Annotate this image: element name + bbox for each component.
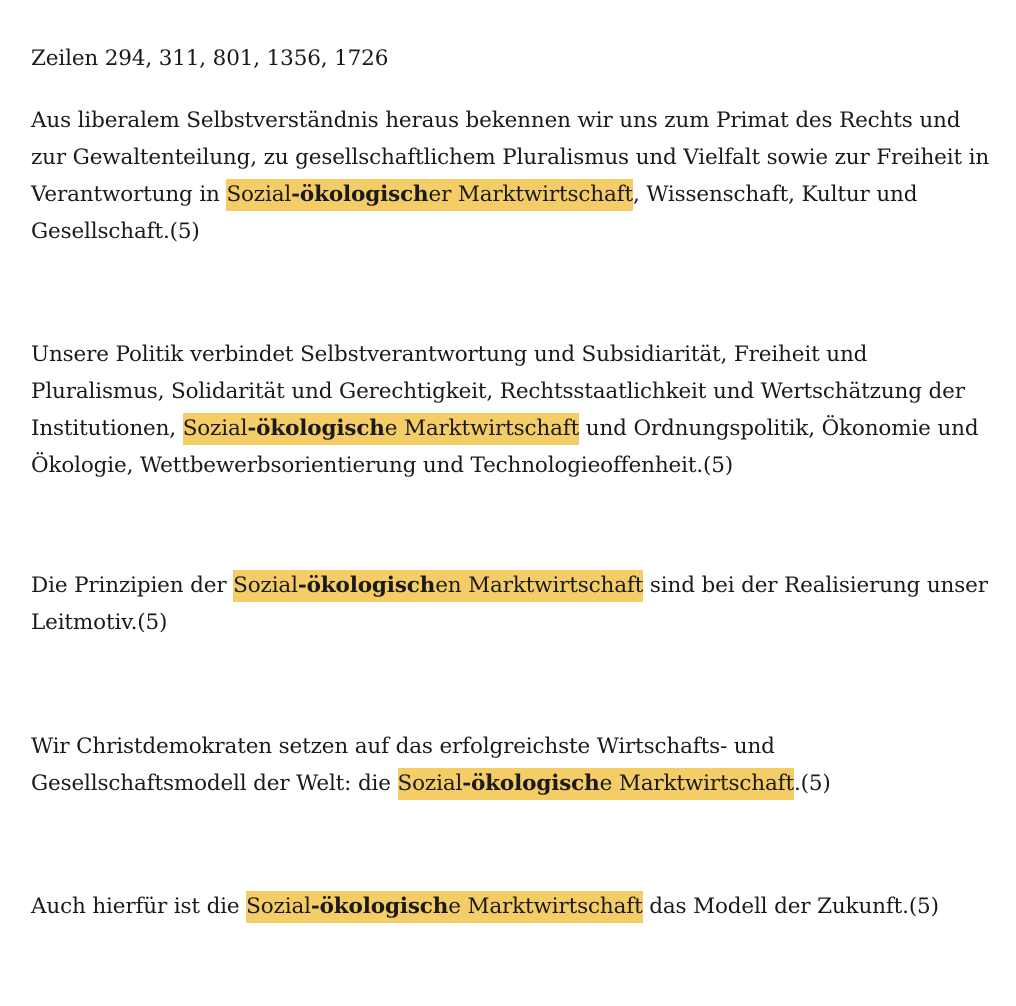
highlighted-term-bold-part: -ökologisch <box>291 182 429 207</box>
highlighted-term-suffix: e Marktwirtschaft <box>599 771 794 796</box>
highlighted-term-suffix: e Marktwirtschaft <box>384 416 580 441</box>
highlighted-term-prefix: Sozial <box>246 894 311 919</box>
highlighted-term <box>226 179 633 211</box>
paragraph-1-text-after: , Wissenschaft, Kultur und Gesellschaft.(5) <box>31 182 918 244</box>
highlighted-term-bold-part: -ökologisch <box>297 573 436 598</box>
paragraph-5 <box>31 888 996 925</box>
paragraph-3-text-before: Die Prinzipien der <box>31 573 234 598</box>
highlighted-term-prefix: Sozial <box>182 416 248 441</box>
highlighted-term-bold-part: -ökologisch <box>310 894 449 919</box>
paragraph-4 <box>31 728 996 802</box>
highlighted-term-suffix: er Marktwirtschaft <box>428 182 633 207</box>
highlighted-term <box>398 768 794 800</box>
paragraph-5-text-before: Auch hierfür ist die <box>31 894 247 919</box>
paragraph-5-text-after: das Modell der Zukunft.(5) <box>642 894 939 919</box>
highlighted-term <box>183 413 579 445</box>
paragraph-2-text-before: Unsere Politik verbindet Selbstverantwortung und Subsidiarität, Freiheit und Pluralismus, Solidarität und Gerechtigkeit, Rechtsstaatlichkeit und Wertschätzung der Institutionen, <box>31 342 965 441</box>
highlighted-term-bold-part: -ökologisch <box>247 416 385 441</box>
line-references-heading: Zeilen 294, 311, 801, 1356, 1726 <box>31 46 389 71</box>
paragraph-1-text-before: Aus liberalem Selbstverständnis heraus bekennen wir uns zum Primat des Rechts und zur Gewaltenteilung, zu gesellschaftlichem Pluralismus und Vielfalt sowie zur Freiheit in Verantwortung in <box>31 108 990 207</box>
highlighted-term-suffix: en Marktwirtschaft <box>435 573 644 598</box>
highlighted-term-suffix: e Marktwirtschaft <box>448 894 643 919</box>
paragraph-3-text-after: sind bei der Realisierung unser Leitmotiv.(5) <box>31 573 988 635</box>
paragraph-4-text-after: .(5) <box>793 771 831 796</box>
paragraph-4-text-before: Wir Christdemokraten setzen auf das erfolgreichste Wirtschafts- und Gesellschaftsmodell der Welt: die <box>31 734 775 796</box>
paragraph-2-text-after: und Ordnungspolitik, Ökonomie und Ökologie, Wettbewerbsorientierung und Technologieoffenheit.(5) <box>31 416 979 478</box>
paragraph-2 <box>31 336 996 484</box>
highlighted-term <box>233 570 643 602</box>
highlighted-term-prefix: Sozial <box>233 573 298 598</box>
highlighted-term-prefix: Sozial <box>397 771 463 796</box>
highlighted-term-prefix: Sozial <box>226 182 292 207</box>
highlighted-term <box>246 891 642 923</box>
paragraph-1 <box>31 102 996 250</box>
highlighted-term-bold-part: -ökologisch <box>462 771 600 796</box>
paragraph-3 <box>31 567 996 641</box>
